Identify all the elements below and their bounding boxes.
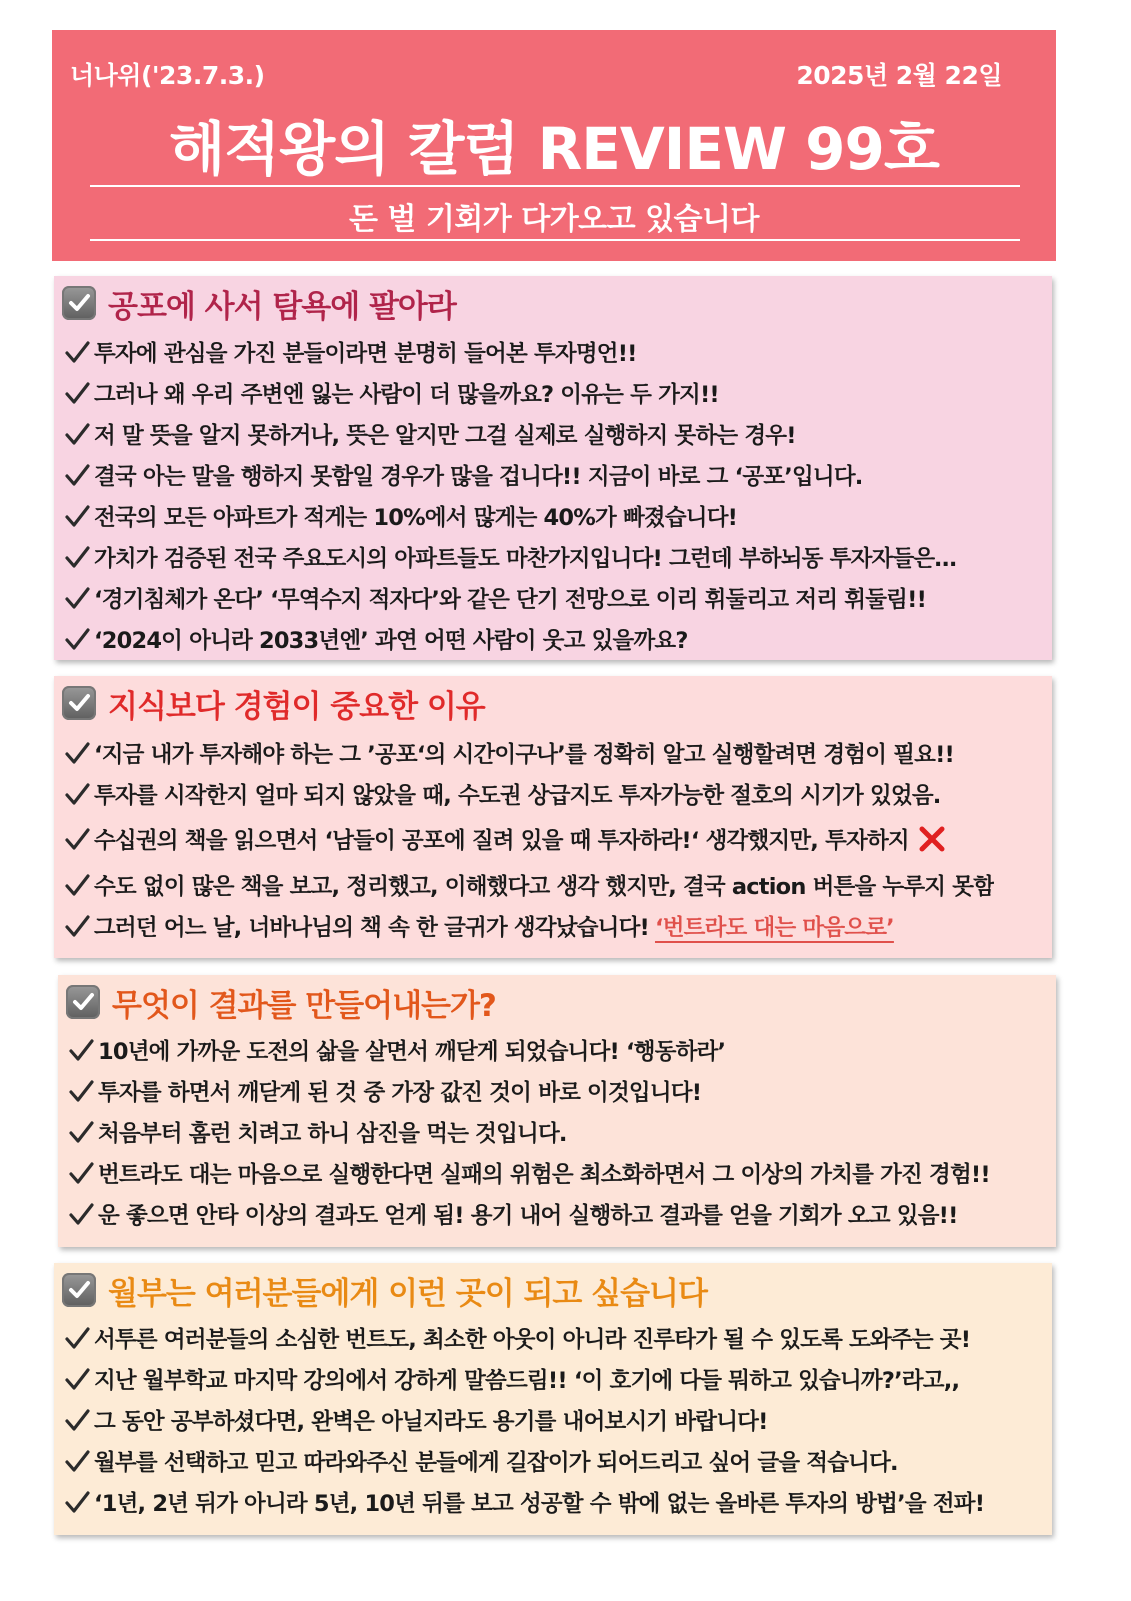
section-heading xyxy=(62,682,485,724)
list-item: 그러던 어느 날, 너바나님의 책 속 한 글귀가 생각났습니다! ‘번트라도 대는 마음으로’ xyxy=(64,905,1046,946)
checkbox-icon xyxy=(62,286,96,320)
header-divider-bottom xyxy=(90,239,1020,241)
section-heading xyxy=(66,981,496,1023)
list-item: 결국 아는 말을 행하지 못함일 경우가 많을 겁니다!! 지금이 바로 그 ‘공포’입니다. xyxy=(64,454,1046,495)
list-item: 투자를 하면서 깨닫게 된 것 중 가장 값진 것이 바로 이것입니다! xyxy=(68,1070,1050,1111)
header-date: 2025년 2월 22일 xyxy=(796,61,1002,90)
section-heading-text: 공포에 사서 탐욕에 팔아라 xyxy=(108,288,456,325)
checkmark-icon xyxy=(64,913,90,939)
checkmark-icon xyxy=(64,781,90,807)
list-item: ‘지금 내가 투자해야 하는 그 ’공포‘의 시간이구나’를 정확히 알고 실행할려면 경험이 필요!! xyxy=(64,732,1046,773)
list-item: 투자에 관심을 가진 분들이라면 분명히 들어본 투자명언!! xyxy=(64,331,1046,372)
list-item: 수도 없이 많은 책을 보고, 정리했고, 이해했다고 생각 했지만, 결국 action 버튼을 누루지 못함 xyxy=(64,864,1046,905)
checkmark-icon xyxy=(64,1366,90,1392)
list-item: 서투른 여러분들의 소심한 번트도, 최소한 아웃이 아니라 진루타가 될 수 있도록 도와주는 곳! xyxy=(64,1317,1046,1358)
bullet-list xyxy=(64,732,1046,946)
page-title: 해적왕의 칼럼 REVIEW 99호 xyxy=(169,115,939,183)
list-item: 번트라도 대는 마음으로 실행한다면 실패의 위험은 최소화하면서 그 이상의 가치를 가진 경험!! xyxy=(68,1152,1050,1193)
list-item: 전국의 모든 아파트가 적게는 10%에서 많게는 40%가 빠졌습니다! xyxy=(64,495,1046,536)
section-heading-text: 월부는 여러분들에게 이런 곳이 되고 싶습니다 xyxy=(108,1275,707,1312)
section-heading-text: 지식보다 경험이 중요한 이유 xyxy=(108,688,485,725)
checkmark-icon xyxy=(64,421,90,447)
list-item: ‘1년, 2년 뒤가 아니라 5년, 10년 뒤를 보고 성공할 수 밖에 없는 올바른 투자의 방법’을 전파! xyxy=(64,1481,1046,1522)
red-x-icon xyxy=(917,824,947,854)
bullet-list xyxy=(68,1029,1050,1234)
checkmark-icon xyxy=(64,544,90,570)
list-item: 투자를 시작한지 얼마 되지 않았을 때, 수도권 상급지도 투자가능한 절호의 시기가 있었음. xyxy=(64,773,1046,814)
bullet-list xyxy=(64,331,1046,659)
checkmark-icon xyxy=(64,872,90,898)
list-item: 운 좋으면 안타 이상의 결과도 얻게 됨! 용기 내어 실행하고 결과를 얻을 기회가 오고 있음!! xyxy=(68,1193,1050,1234)
list-item: 처음부터 홈런 치려고 하니 삼진을 먹는 것입니다. xyxy=(68,1111,1050,1152)
list-item: 수십권의 책을 읽으면서 ‘남들이 공포에 질려 있을 때 투자하라!‘ 생각했지만, 투자하지 xyxy=(64,814,1046,864)
checkmark-icon xyxy=(64,585,90,611)
section-experience xyxy=(54,676,1052,958)
section-results xyxy=(58,975,1056,1247)
section-fear-greed xyxy=(54,276,1052,660)
header-banner xyxy=(52,30,1056,261)
list-item: 가치가 검증된 전국 주요도시의 아파트들도 마찬가지입니다! 그런데 부하뇌동 투자자들은… xyxy=(64,536,1046,577)
list-item: ‘2024이 아니라 2033년엔’ 과연 어떤 사람이 웃고 있을까요? xyxy=(64,618,1046,659)
checkmark-icon xyxy=(64,1448,90,1474)
checkbox-icon xyxy=(66,985,100,1019)
list-item: ‘경기침체가 온다’ ‘무역수지 적자다’와 같은 단기 전망으로 이리 휘둘리고 저리 휘둘림!! xyxy=(64,577,1046,618)
checkmark-icon xyxy=(64,1325,90,1351)
section-wolbu xyxy=(54,1263,1052,1535)
checkbox-icon xyxy=(62,1273,96,1307)
checkmark-icon xyxy=(64,740,90,766)
list-item: 지난 월부학교 마지막 강의에서 강하게 말씀드림!! ‘이 호기에 다들 뭐하고 있습니까?’라고,, xyxy=(64,1358,1046,1399)
checkmark-icon xyxy=(68,1201,94,1227)
checkmark-icon xyxy=(68,1037,94,1063)
checkmark-icon xyxy=(64,503,90,529)
highlight-quote: ‘번트라도 대는 마음으로’ xyxy=(654,914,894,941)
list-item: 10년에 가까운 도전의 삶을 살면서 깨닫게 되었습니다! ‘행동하라’ xyxy=(68,1029,1050,1070)
checkmark-icon xyxy=(64,339,90,365)
checkmark-icon xyxy=(64,626,90,652)
checkmark-icon xyxy=(68,1078,94,1104)
checkmark-icon xyxy=(68,1119,94,1145)
checkmark-icon xyxy=(64,826,90,852)
checkmark-icon xyxy=(64,1407,90,1433)
checkbox-icon xyxy=(62,686,96,720)
checkmark-icon xyxy=(64,462,90,488)
list-item: 그러나 왜 우리 주변엔 잃는 사람이 더 많을까요? 이유는 두 가지!! xyxy=(64,372,1046,413)
checkmark-icon xyxy=(64,1489,90,1515)
section-heading-text: 무엇이 결과를 만들어내는가? xyxy=(112,987,496,1024)
list-item: 월부를 선택하고 믿고 따라와주신 분들에게 길잡이가 되어드리고 싶어 글을 적습니다. xyxy=(64,1440,1046,1481)
checkmark-icon xyxy=(64,380,90,406)
section-heading xyxy=(62,1269,707,1311)
page-subtitle: 돈 벌 기회가 다가오고 있습니다 xyxy=(348,202,760,237)
section-heading xyxy=(62,282,456,324)
list-item: 저 말 뜻을 알지 못하거나, 뜻은 알지만 그걸 실제로 실행하지 못하는 경우! xyxy=(64,413,1046,454)
header-divider-top xyxy=(90,185,1020,187)
bullet-list xyxy=(64,1317,1046,1522)
list-item: 그 동안 공부하셨다면, 완벽은 아닐지라도 용기를 내어보시기 바랍니다! xyxy=(64,1399,1046,1440)
checkmark-icon xyxy=(68,1160,94,1186)
header-source: 너나위('23.7.3.) xyxy=(70,61,265,90)
